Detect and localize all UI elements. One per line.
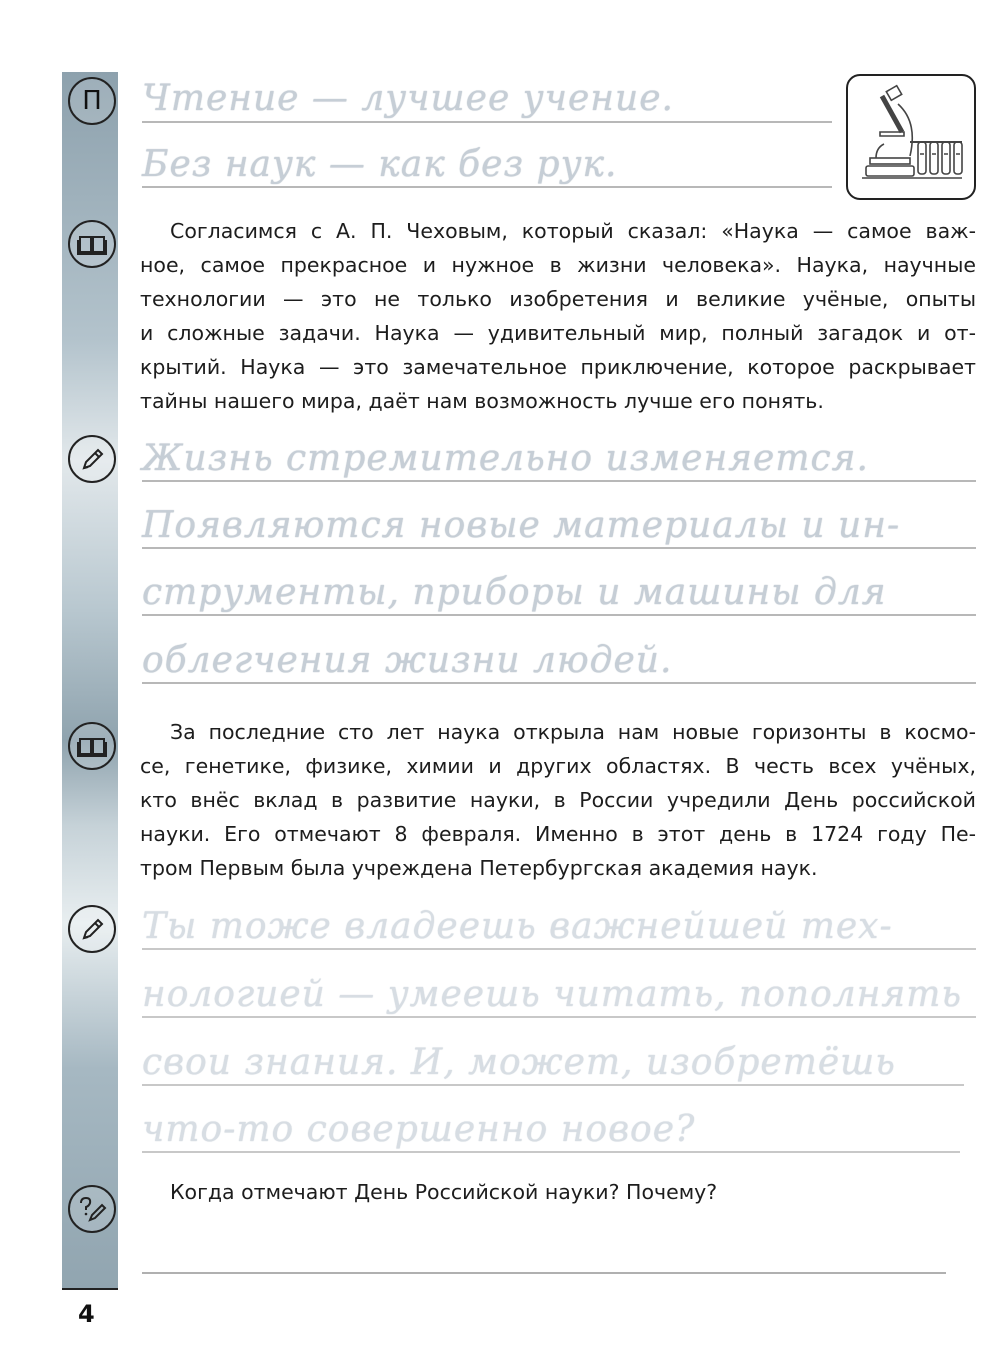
pencil-icon [68,435,116,483]
paragraph-line: науки. Его отмечают 8 февраля. Именно в этот день в 1724 году Пе- [140,822,976,846]
copywork-line: что-то совершенно новое? [142,1109,696,1150]
pencil-icon-svg [77,914,107,944]
book-icon [68,722,116,770]
paragraph-line: се, генетике, физике, химии и других областях. В честь всех учёных, [140,754,976,778]
paragraph-line: технологии — это не только изобретения и великие учёные, опыты [140,287,976,311]
copy-ruling-line [142,1084,964,1086]
copywork-line: свои знания. И, может, изобретёшь [142,1042,896,1083]
letter-p-icon [68,77,116,125]
paragraph-line: За последние сто лет наука открыла нам новые горизонты в космо- [170,720,976,744]
paragraph-line: и сложные задачи. Наука — удивительный мир, полный загадок и от- [140,321,976,345]
copy-ruling-line [142,1151,960,1153]
paragraph-line: ное, самое прекрасное и нужное в жизни человека». Наука, научные [140,253,976,277]
book-icon [68,220,116,268]
copy-ruling-line [142,682,976,684]
book-icon-svg [77,229,107,259]
book-icon-svg [77,731,107,761]
question-pencil-icon-svg [77,1194,107,1224]
paragraph-line: крытий. Наука — это замечательное приключение, которое раскрывает [140,355,976,379]
question-text: Когда отмечают День Российской науки? Почему? [170,1180,718,1204]
paragraph-line: тром Первым была учреждена Петербургская академия наук. [140,856,818,880]
copy-ruling-line [142,1016,976,1018]
copywork-line: Жизнь стремительно изменяется. [142,438,869,479]
page-bottom-rule [62,1288,118,1290]
copy-ruling-line [142,547,976,549]
copy-ruling-line [142,186,832,188]
copywork-line: Без наук — как без рук. [142,144,618,185]
copywork-line: Ты тоже владеешь важнейшей тех- [142,906,893,947]
page-number: 4 [78,1300,95,1328]
copywork-line: нологией — умеешь читать, пополнять [142,974,962,1015]
answer-line[interactable] [142,1272,946,1274]
letter-p-glyph: П [82,86,102,116]
paragraph-line: Согласимся с А. П. Чеховым, который сказал: «Наука — самое важ- [170,219,976,243]
paragraph-line: тайны нашего мира, даёт нам возможность лучше его понять. [140,389,824,413]
copywork-line: Появляются новые материалы и ин- [142,505,901,546]
reading-paragraph [140,214,976,418]
question-pencil-icon [68,1185,116,1233]
paragraph-line: кто внёс вклад в развитие науки, в России учредили День российской [140,788,976,812]
copywork-line: Чтение — лучшее учение. [142,78,674,119]
copy-ruling-line [142,614,976,616]
pencil-icon-svg [77,444,107,474]
copy-ruling-line [142,480,976,482]
copy-ruling-line [142,121,832,123]
microscope-drawing [854,82,968,192]
copywork-line: облегчения жизни людей. [142,640,673,681]
copywork-line: струменты, приборы и машины для [142,572,887,613]
pencil-icon [68,905,116,953]
reading-paragraph [140,715,976,885]
copy-ruling-line [142,948,976,950]
microscope-icon [846,74,976,200]
